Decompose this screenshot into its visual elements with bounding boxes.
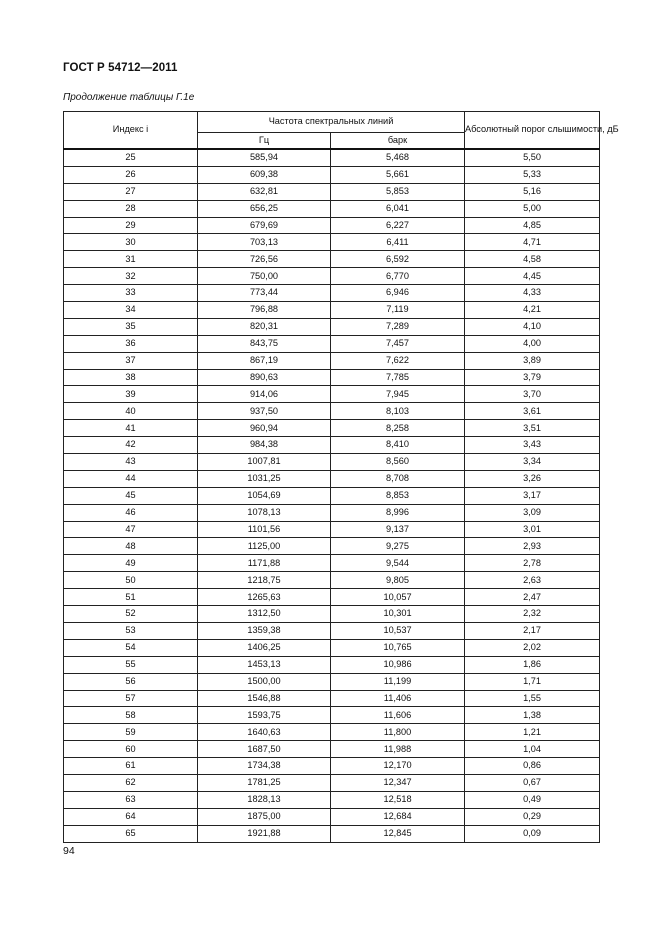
table-row — [64, 791, 600, 808]
cell-frequency-hz: 1171,88 — [198, 555, 331, 572]
cell-frequency-hz: 960,94 — [198, 420, 331, 437]
cell-index: 29 — [64, 217, 198, 234]
cell-frequency-bark: 12,170 — [331, 758, 465, 775]
cell-threshold-db: 0,49 — [465, 791, 600, 808]
cell-threshold-db: 2,32 — [465, 606, 600, 623]
table-row — [64, 690, 600, 707]
cell-frequency-hz: 890,63 — [198, 369, 331, 386]
cell-index: 25 — [64, 149, 198, 166]
cell-frequency-hz: 796,88 — [198, 302, 331, 319]
header-hz: Гц — [198, 133, 331, 150]
page-number: 94 — [63, 845, 75, 857]
cell-frequency-bark: 9,544 — [331, 555, 465, 572]
cell-threshold-db: 5,33 — [465, 166, 600, 183]
cell-frequency-hz: 632,81 — [198, 183, 331, 200]
cell-frequency-bark: 5,661 — [331, 166, 465, 183]
cell-frequency-bark: 10,537 — [331, 622, 465, 639]
cell-index: 34 — [64, 302, 198, 319]
cell-frequency-hz: 750,00 — [198, 268, 331, 285]
cell-frequency-hz: 773,44 — [198, 285, 331, 302]
cell-frequency-hz: 867,19 — [198, 352, 331, 369]
cell-frequency-bark: 7,622 — [331, 352, 465, 369]
table-row — [64, 825, 600, 842]
cell-index: 46 — [64, 504, 198, 521]
cell-frequency-bark: 12,845 — [331, 825, 465, 842]
cell-frequency-hz: 703,13 — [198, 234, 331, 251]
cell-frequency-hz: 1500,00 — [198, 673, 331, 690]
cell-threshold-db: 2,02 — [465, 639, 600, 656]
cell-index: 56 — [64, 673, 198, 690]
table-row — [64, 335, 600, 352]
cell-frequency-bark: 9,137 — [331, 521, 465, 538]
cell-frequency-bark: 12,347 — [331, 774, 465, 791]
cell-frequency-hz: 1593,75 — [198, 707, 331, 724]
table-row — [64, 487, 600, 504]
cell-index: 65 — [64, 825, 198, 842]
cell-frequency-bark: 6,411 — [331, 234, 465, 251]
spectral-lines-table — [63, 111, 619, 843]
cell-frequency-hz: 1007,81 — [198, 454, 331, 471]
cell-frequency-bark: 11,406 — [331, 690, 465, 707]
cell-frequency-hz: 1640,63 — [198, 724, 331, 741]
cell-threshold-db: 3,79 — [465, 369, 600, 386]
cell-threshold-db: 2,17 — [465, 622, 600, 639]
table-row — [64, 808, 600, 825]
table-row — [64, 369, 600, 386]
cell-frequency-bark: 9,275 — [331, 538, 465, 555]
table-row — [64, 251, 600, 268]
cell-frequency-hz: 1078,13 — [198, 504, 331, 521]
cell-frequency-hz: 1359,38 — [198, 622, 331, 639]
cell-frequency-bark: 7,289 — [331, 318, 465, 335]
cell-threshold-db: 1,21 — [465, 724, 600, 741]
cell-frequency-bark: 8,410 — [331, 437, 465, 454]
cell-frequency-bark: 10,057 — [331, 589, 465, 606]
cell-frequency-bark: 8,708 — [331, 470, 465, 487]
cell-frequency-hz: 585,94 — [198, 149, 331, 166]
cell-threshold-db: 3,70 — [465, 386, 600, 403]
cell-frequency-hz: 726,56 — [198, 251, 331, 268]
cell-index: 51 — [64, 589, 198, 606]
cell-frequency-bark: 7,785 — [331, 369, 465, 386]
cell-index: 48 — [64, 538, 198, 555]
table-row — [64, 403, 600, 420]
cell-threshold-db: 3,61 — [465, 403, 600, 420]
cell-frequency-bark: 11,606 — [331, 707, 465, 724]
cell-frequency-bark: 6,770 — [331, 268, 465, 285]
cell-frequency-hz: 1921,88 — [198, 825, 331, 842]
table-row — [64, 166, 600, 183]
table-header — [64, 112, 619, 150]
cell-threshold-db: 3,09 — [465, 504, 600, 521]
table-row — [64, 521, 600, 538]
table-row — [64, 386, 600, 403]
table-row — [64, 572, 600, 589]
table-row — [64, 149, 600, 166]
table-row — [64, 302, 600, 319]
cell-index: 49 — [64, 555, 198, 572]
table-row — [64, 673, 600, 690]
table-body — [64, 149, 600, 842]
cell-threshold-db: 3,43 — [465, 437, 600, 454]
cell-index: 55 — [64, 656, 198, 673]
cell-index: 26 — [64, 166, 198, 183]
table-row — [64, 217, 600, 234]
table-row — [64, 318, 600, 335]
cell-threshold-db: 1,04 — [465, 741, 600, 758]
cell-frequency-bark: 10,301 — [331, 606, 465, 623]
cell-index: 35 — [64, 318, 198, 335]
header-bark: барк — [331, 133, 465, 150]
cell-frequency-bark: 10,765 — [331, 639, 465, 656]
cell-threshold-db: 0,67 — [465, 774, 600, 791]
cell-threshold-db: 1,55 — [465, 690, 600, 707]
cell-frequency-hz: 1734,38 — [198, 758, 331, 775]
cell-index: 44 — [64, 470, 198, 487]
cell-threshold-db: 2,78 — [465, 555, 600, 572]
table-row — [64, 200, 600, 217]
table-row — [64, 183, 600, 200]
cell-index: 37 — [64, 352, 198, 369]
cell-frequency-hz: 1453,13 — [198, 656, 331, 673]
table-row — [64, 234, 600, 251]
cell-frequency-hz: 1125,00 — [198, 538, 331, 555]
header-frequency-group: Частота спектральных линий — [198, 112, 465, 133]
cell-frequency-bark: 12,684 — [331, 808, 465, 825]
cell-index: 33 — [64, 285, 198, 302]
table-row — [64, 555, 600, 572]
cell-frequency-hz: 1406,25 — [198, 639, 331, 656]
cell-frequency-bark: 12,518 — [331, 791, 465, 808]
document-header: ГОСТ Р 54712—2011 — [63, 62, 178, 74]
table-row — [64, 504, 600, 521]
table-row — [64, 352, 600, 369]
cell-index: 38 — [64, 369, 198, 386]
cell-threshold-db: 3,89 — [465, 352, 600, 369]
cell-frequency-hz: 1101,56 — [198, 521, 331, 538]
cell-index: 47 — [64, 521, 198, 538]
cell-frequency-bark: 5,853 — [331, 183, 465, 200]
table-row — [64, 606, 600, 623]
cell-threshold-db: 0,29 — [465, 808, 600, 825]
cell-threshold-db: 2,93 — [465, 538, 600, 555]
cell-threshold-db: 0,09 — [465, 825, 600, 842]
cell-threshold-db: 5,00 — [465, 200, 600, 217]
cell-index: 59 — [64, 724, 198, 741]
table-row — [64, 656, 600, 673]
cell-index: 63 — [64, 791, 198, 808]
table-row — [64, 622, 600, 639]
cell-threshold-db: 1,86 — [465, 656, 600, 673]
cell-threshold-db: 3,34 — [465, 454, 600, 471]
cell-frequency-hz: 937,50 — [198, 403, 331, 420]
cell-index: 43 — [64, 454, 198, 471]
cell-threshold-db: 4,10 — [465, 318, 600, 335]
cell-index: 58 — [64, 707, 198, 724]
cell-frequency-bark: 6,041 — [331, 200, 465, 217]
cell-frequency-hz: 1546,88 — [198, 690, 331, 707]
cell-frequency-hz: 1054,69 — [198, 487, 331, 504]
cell-threshold-db: 4,85 — [465, 217, 600, 234]
cell-frequency-bark: 10,986 — [331, 656, 465, 673]
cell-frequency-bark: 8,853 — [331, 487, 465, 504]
cell-threshold-db: 1,71 — [465, 673, 600, 690]
table-row — [64, 454, 600, 471]
cell-frequency-bark: 7,119 — [331, 302, 465, 319]
cell-threshold-db: 4,00 — [465, 335, 600, 352]
cell-frequency-bark: 6,946 — [331, 285, 465, 302]
table-row — [64, 470, 600, 487]
cell-index: 41 — [64, 420, 198, 437]
table-row — [64, 420, 600, 437]
cell-threshold-db: 4,45 — [465, 268, 600, 285]
cell-threshold-db: 5,50 — [465, 149, 600, 166]
cell-frequency-hz: 656,25 — [198, 200, 331, 217]
cell-frequency-bark: 11,800 — [331, 724, 465, 741]
cell-frequency-bark: 11,199 — [331, 673, 465, 690]
table-row — [64, 285, 600, 302]
cell-frequency-hz: 1218,75 — [198, 572, 331, 589]
cell-frequency-hz: 1828,13 — [198, 791, 331, 808]
cell-index: 64 — [64, 808, 198, 825]
cell-frequency-bark: 6,227 — [331, 217, 465, 234]
cell-frequency-hz: 1875,00 — [198, 808, 331, 825]
cell-index: 62 — [64, 774, 198, 791]
cell-threshold-db: 1,38 — [465, 707, 600, 724]
cell-index: 27 — [64, 183, 198, 200]
cell-frequency-hz: 609,38 — [198, 166, 331, 183]
cell-index: 40 — [64, 403, 198, 420]
cell-index: 45 — [64, 487, 198, 504]
table-row — [64, 724, 600, 741]
cell-index: 57 — [64, 690, 198, 707]
cell-index: 52 — [64, 606, 198, 623]
cell-threshold-db: 3,17 — [465, 487, 600, 504]
table-caption: Продолжение таблицы Г.1е — [63, 92, 195, 103]
header-index: Индекс i — [64, 112, 198, 150]
cell-frequency-bark: 5,468 — [331, 149, 465, 166]
cell-frequency-hz: 1687,50 — [198, 741, 331, 758]
cell-threshold-db: 3,26 — [465, 470, 600, 487]
cell-threshold-db: 4,58 — [465, 251, 600, 268]
table-row — [64, 538, 600, 555]
cell-index: 42 — [64, 437, 198, 454]
cell-threshold-db: 4,33 — [465, 285, 600, 302]
cell-frequency-bark: 11,988 — [331, 741, 465, 758]
cell-threshold-db: 3,51 — [465, 420, 600, 437]
cell-index: 53 — [64, 622, 198, 639]
cell-frequency-bark: 8,996 — [331, 504, 465, 521]
cell-index: 32 — [64, 268, 198, 285]
cell-frequency-bark: 8,258 — [331, 420, 465, 437]
cell-threshold-db: 4,21 — [465, 302, 600, 319]
table-row — [64, 268, 600, 285]
cell-threshold-db: 5,16 — [465, 183, 600, 200]
table-row — [64, 639, 600, 656]
cell-frequency-hz: 1312,50 — [198, 606, 331, 623]
cell-frequency-hz: 984,38 — [198, 437, 331, 454]
table-row — [64, 774, 600, 791]
cell-frequency-hz: 843,75 — [198, 335, 331, 352]
cell-frequency-hz: 914,06 — [198, 386, 331, 403]
table-row — [64, 741, 600, 758]
cell-frequency-bark: 7,457 — [331, 335, 465, 352]
cell-frequency-hz: 679,69 — [198, 217, 331, 234]
table-row — [64, 437, 600, 454]
cell-threshold-db: 4,71 — [465, 234, 600, 251]
cell-index: 31 — [64, 251, 198, 268]
cell-index: 30 — [64, 234, 198, 251]
cell-index: 36 — [64, 335, 198, 352]
cell-threshold-db: 0,86 — [465, 758, 600, 775]
table-row — [64, 589, 600, 606]
header-threshold: Абсолютный порог слышимости, дБ — [465, 112, 600, 150]
cell-threshold-db: 3,01 — [465, 521, 600, 538]
cell-frequency-bark: 9,805 — [331, 572, 465, 589]
cell-frequency-bark: 8,103 — [331, 403, 465, 420]
table-row — [64, 707, 600, 724]
cell-frequency-bark: 7,945 — [331, 386, 465, 403]
cell-frequency-bark: 8,560 — [331, 454, 465, 471]
table-row — [64, 758, 600, 775]
cell-index: 61 — [64, 758, 198, 775]
cell-frequency-bark: 6,592 — [331, 251, 465, 268]
cell-frequency-hz: 1031,25 — [198, 470, 331, 487]
cell-frequency-hz: 820,31 — [198, 318, 331, 335]
cell-index: 60 — [64, 741, 198, 758]
cell-threshold-db: 2,63 — [465, 572, 600, 589]
cell-index: 28 — [64, 200, 198, 217]
cell-index: 39 — [64, 386, 198, 403]
cell-index: 54 — [64, 639, 198, 656]
cell-threshold-db: 2,47 — [465, 589, 600, 606]
cell-frequency-hz: 1781,25 — [198, 774, 331, 791]
cell-frequency-hz: 1265,63 — [198, 589, 331, 606]
cell-index: 50 — [64, 572, 198, 589]
